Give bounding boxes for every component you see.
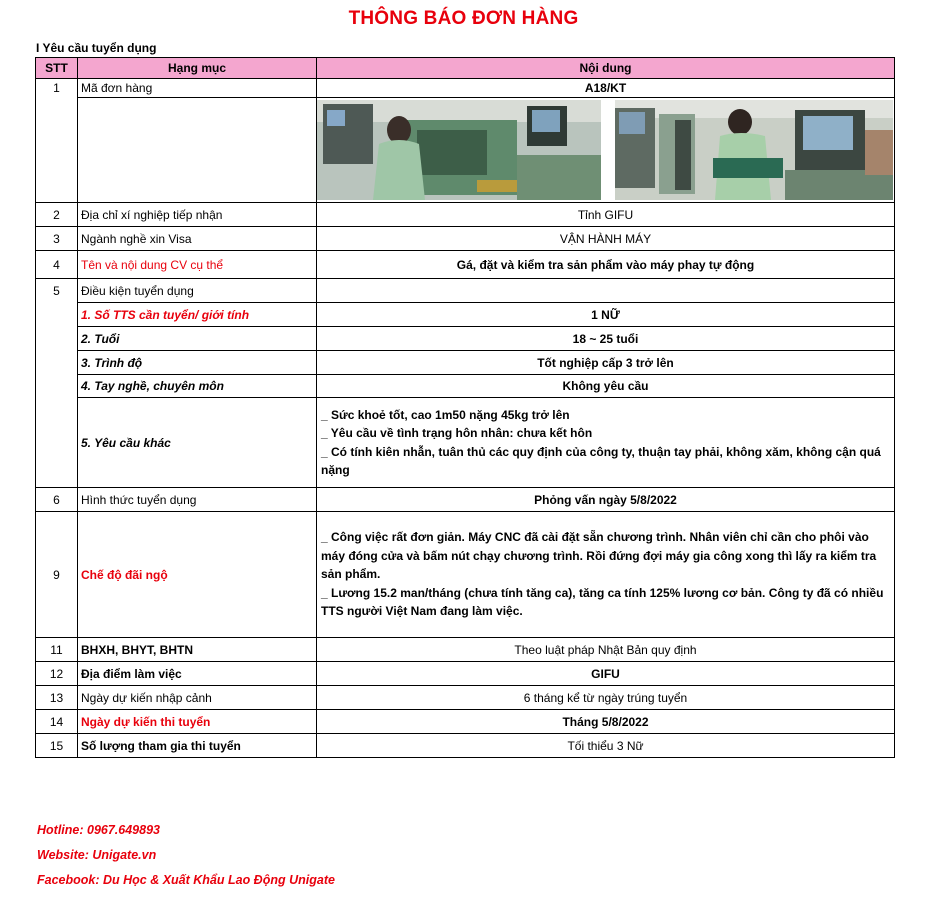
row-value — [317, 398, 895, 488]
table-row — [36, 279, 895, 303]
row-value: Gá, đặt và kiểm tra sản phẩm vào máy phay tự động — [317, 251, 895, 279]
row-stt: 3 — [36, 227, 78, 251]
row-label: Ngành nghề xin Visa — [78, 227, 317, 251]
factory-photo — [317, 100, 601, 200]
header-category: Hạng mục — [78, 58, 317, 79]
table-row — [36, 488, 895, 512]
table-row — [36, 351, 895, 375]
row-label: 4. Tay nghề, chuyên môn — [78, 375, 317, 398]
row-label: Ngày dự kiến nhập cảnh — [78, 686, 317, 710]
row-stt: 11 — [36, 638, 78, 662]
requirement-line: _ Sức khoẻ tốt, cao 1m50 nặng 45kg trở lên — [321, 407, 570, 422]
website-link[interactable]: Website: Unigate.vn — [37, 848, 157, 862]
row-value: Không yêu cầu — [317, 375, 895, 398]
row-value: A18/KT — [317, 79, 895, 98]
table-row — [36, 303, 895, 327]
table-row — [36, 79, 895, 98]
row-value: Tốt nghiệp cấp 3 trở lên — [317, 351, 895, 375]
row-stt: 9 — [36, 512, 78, 638]
row-label: Điều kiện tuyển dụng — [78, 279, 317, 303]
row-stt: 13 — [36, 686, 78, 710]
worker-photo — [615, 100, 893, 200]
table-row — [36, 710, 895, 734]
table-row — [36, 251, 895, 279]
benefit-line: _ Lương 15.2 man/tháng (chưa tính tăng ca), tăng ca tính 125% lương cơ bản. Công ty đã có nhiều TTS người Việt Nam đang làm việc. — [321, 585, 884, 619]
row-label: Hình thức tuyển dụng — [78, 488, 317, 512]
row-stt: 1 — [36, 79, 78, 98]
section-heading: I Yêu cầu tuyển dụng — [36, 41, 157, 55]
header-content: Nội dung — [317, 58, 895, 79]
table-row — [36, 734, 895, 758]
row-value: Tháng 5/8/2022 — [317, 710, 895, 734]
benefit-line: _ Công việc rất đơn giản. Máy CNC đã cài đặt sẵn chương trình. Nhân viên chỉ cần cho phôi vào máy đóng cửa và bấm nút chạy chương trình. Rồi đứng đợi máy gia công xong thì lấy ra kiểm tra sản phẩm. — [321, 530, 877, 582]
table-row — [36, 327, 895, 351]
row-label: Tên và nội dung CV cụ thể — [78, 251, 317, 279]
row-label: 1. Số TTS cần tuyển/ giới tính — [78, 303, 317, 327]
row-stt: 6 — [36, 488, 78, 512]
row-value: 18 ~ 25 tuổi — [317, 327, 895, 351]
hotline-text: Hotline: 0967.649893 — [37, 823, 160, 837]
row-stt: 5 — [36, 279, 78, 303]
facebook-link[interactable]: Facebook: Du Học & Xuất Khẩu Lao Động Unigate — [37, 873, 335, 887]
row-label: Địa chỉ xí nghiệp tiếp nhận — [78, 203, 317, 227]
row-label: Mã đơn hàng — [78, 79, 317, 98]
row-value: Theo luật pháp Nhật Bản quy định — [317, 638, 895, 662]
table-row — [36, 227, 895, 251]
requirement-line: _ Có tính kiên nhẫn, tuân thủ các quy định của công ty, thuận tay phải, không xăm, không cận quá nặng — [321, 444, 881, 477]
table-row — [36, 375, 895, 398]
row-value: Tỉnh GIFU — [317, 203, 895, 227]
table-row — [36, 512, 895, 638]
workplace-photos — [317, 98, 894, 202]
table-row — [36, 662, 895, 686]
row-label: 3. Trình độ — [78, 351, 317, 375]
row-value: Tối thiểu 3 Nữ — [317, 734, 895, 758]
row-stt: 15 — [36, 734, 78, 758]
row-label: 5. Yêu cầu khác — [78, 398, 317, 488]
table-header-row — [36, 58, 895, 79]
page-title: THÔNG BÁO ĐƠN HÀNG — [348, 8, 579, 29]
row-value: VẬN HÀNH MÁY — [317, 227, 895, 251]
row-label: 2. Tuổi — [78, 327, 317, 351]
row-stt: 14 — [36, 710, 78, 734]
table-row — [36, 398, 895, 488]
row-value: 1 NỮ — [317, 303, 895, 327]
order-table — [35, 57, 895, 758]
row-value: GIFU — [317, 662, 895, 686]
row-stt: 2 — [36, 203, 78, 227]
row-label: Địa điểm làm việc — [78, 662, 317, 686]
row-label: BHXH, BHYT, BHTN — [78, 638, 317, 662]
row-label: Chế độ đãi ngộ — [78, 512, 317, 638]
row-label: Số lượng tham gia thi tuyển — [78, 734, 317, 758]
table-row — [36, 638, 895, 662]
row-stt: 12 — [36, 662, 78, 686]
table-row — [36, 203, 895, 227]
table-row-photos — [36, 98, 895, 203]
row-stt: 4 — [36, 251, 78, 279]
row-label: Ngày dự kiến thi tuyển — [78, 710, 317, 734]
row-value — [317, 512, 895, 638]
row-value: Phỏng vấn ngày 5/8/2022 — [317, 488, 895, 512]
header-stt: STT — [36, 58, 78, 79]
table-row — [36, 686, 895, 710]
requirement-line: _ Yêu cầu về tình trạng hôn nhân: chưa kết hôn — [321, 426, 593, 440]
row-value: 6 tháng kể từ ngày trúng tuyển — [317, 686, 895, 710]
